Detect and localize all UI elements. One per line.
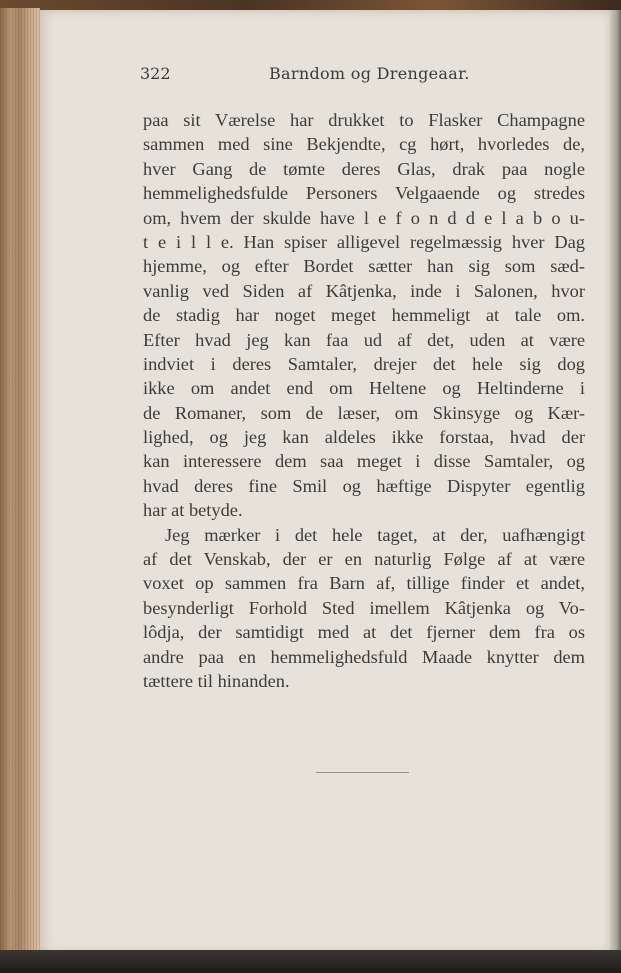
text-line: lighed, og jeg kan aldeles ikke forstaa, hvad der bbox=[143, 427, 585, 448]
text-line: Jeg mærker i det hele taget, at der, uafhængigt bbox=[165, 524, 585, 545]
text-line: hemmelighedsfulde Personers Velgaaende og stredes bbox=[143, 183, 585, 204]
page-block-edge bbox=[0, 8, 40, 953]
text-line: hjemme, og efter Bordet sætter han sig som sæd- bbox=[143, 256, 585, 277]
text-line: voxet op sammen fra Barn af, tillige finder et andet, bbox=[143, 573, 585, 594]
paragraph-2 bbox=[143, 523, 585, 694]
text-line: de Romaner, som de læser, om Skinsyge og Kær- bbox=[143, 402, 585, 423]
text-line: indviet i deres Samtaler, drejer det hele sig dog bbox=[143, 353, 585, 374]
text-line: af det Venskab, der er en naturlig Følge af at være bbox=[143, 549, 585, 570]
text-line: sammen med sine Bekjendte, cg hørt, hvorledes de, bbox=[143, 134, 585, 155]
page-header bbox=[140, 60, 585, 90]
scan-bottom-edge bbox=[0, 950, 621, 973]
section-end-rule bbox=[316, 772, 409, 773]
text-line: andre paa en hemmelighedsfuld Maade knytter dem bbox=[143, 646, 585, 667]
text-line: vanlig ved Siden af Kâtjenka, inde i Salonen, hvor bbox=[143, 280, 585, 301]
paragraph-1 bbox=[143, 108, 585, 523]
body-text bbox=[143, 108, 585, 693]
text-line: kan interessere dem saa meget i disse Samtaler, og bbox=[143, 451, 585, 472]
text-line: hver Gang de tømte deres Glas, drak paa nogle bbox=[143, 158, 585, 179]
text-line: hvad deres fine Smil og hæftige Dispyter egentlig bbox=[143, 475, 585, 496]
page-right-edge bbox=[610, 10, 621, 953]
text-line: har at betyde. bbox=[143, 500, 243, 521]
text-line: tættere til hinanden. bbox=[143, 670, 290, 691]
text-line: ikke om andet end om Heltene og Heltinderne i bbox=[143, 378, 585, 399]
page-number: 322 bbox=[140, 64, 171, 83]
text-line: Efter hvad jeg kan faa ud af det, uden at være bbox=[143, 329, 585, 350]
text-line: de stadig har noget meget hemmeligt at tale om. bbox=[143, 305, 585, 326]
text-line: paa sit Værelse har drukket to Flasker Champagne bbox=[143, 110, 585, 130]
text-line: t e i l l e. Han spiser alligevel regelmæssig hver Dag bbox=[143, 231, 585, 252]
running-head: Barndom og Drengeaar. bbox=[269, 64, 470, 83]
text-line: om, hvem der skulde have l e f o n d d e l a b o u- bbox=[143, 207, 585, 228]
text-line: lôdja, der samtidigt med at det fjerner dem fra os bbox=[143, 622, 585, 643]
text-line: besynderligt Forhold Sted imellem Kâtjenka og Vo- bbox=[143, 597, 585, 618]
